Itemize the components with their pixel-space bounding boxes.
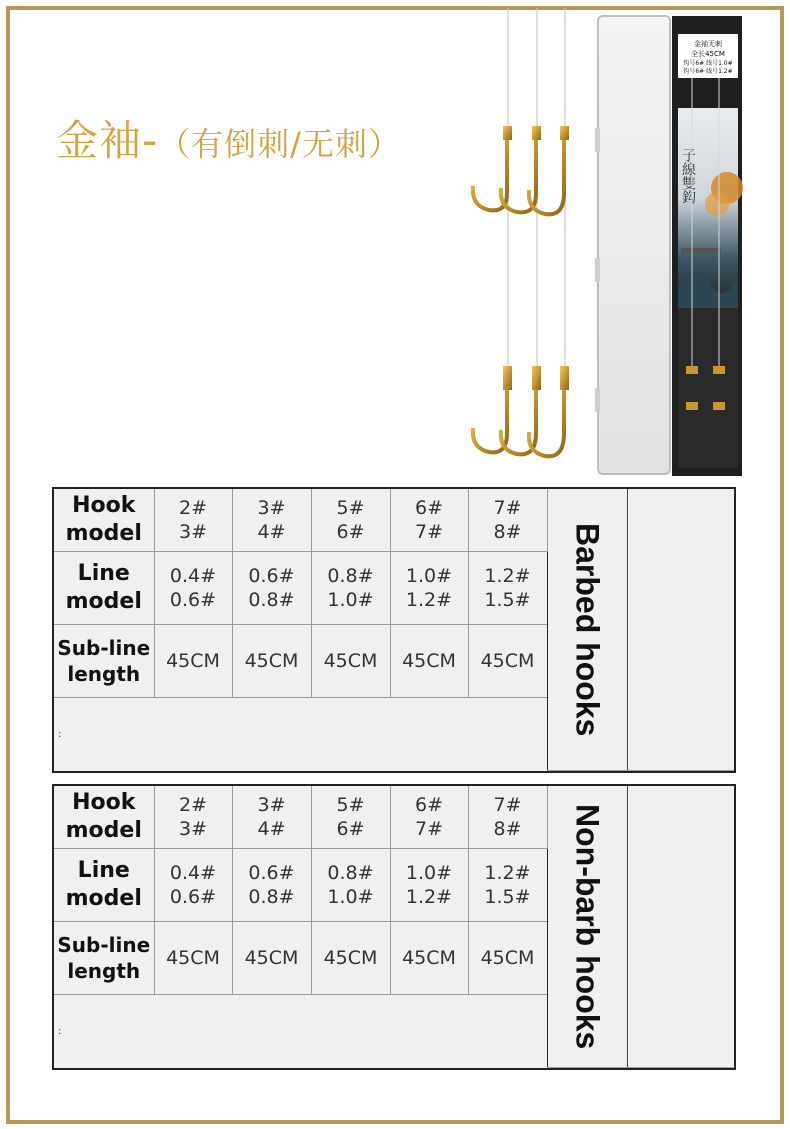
line-cell: 1.2# 1.5#	[468, 551, 547, 624]
title-sub: （有倒刺/无刺）	[158, 125, 401, 163]
hook-cell: 3# 4#	[232, 786, 311, 848]
hook-cell: 7# 8#	[468, 489, 547, 551]
clear-case-shape	[598, 16, 670, 474]
row-label-hook-model: Hook model	[54, 489, 154, 551]
lower-hook-set	[473, 366, 569, 456]
length-cell: 45CM	[232, 921, 311, 994]
package-label-1: 金袖无刺	[694, 40, 722, 48]
side-label-barbed: Barbed hooks	[569, 522, 606, 737]
line-cell: 1.0# 1.2#	[390, 848, 468, 921]
line-cell: 0.6# 0.8#	[232, 848, 311, 921]
line-cell: 0.8# 1.0#	[311, 848, 390, 921]
line-cell: 1.0# 1.2#	[390, 551, 468, 624]
length-cell: 45CM	[232, 624, 311, 697]
length-cell: 45CM	[311, 624, 390, 697]
package-label-2: 全长45CM	[691, 50, 725, 58]
length-cell: 45CM	[311, 921, 390, 994]
row-label-line-model: Line model	[54, 551, 154, 624]
package-calligraphy: 子線雙鈎	[680, 148, 696, 204]
length-cell: 45CM	[154, 921, 232, 994]
line-cell: 0.8# 1.0#	[311, 551, 390, 624]
product-image	[455, 8, 755, 478]
upper-hook-set	[473, 126, 569, 214]
title-main: 金袖-	[56, 116, 159, 165]
hook-cell: 2# 3#	[154, 786, 232, 848]
length-cell: 45CM	[390, 921, 468, 994]
line-cell: 0.6# 0.8#	[232, 551, 311, 624]
side-label-cell	[547, 489, 627, 771]
blank-column	[627, 786, 734, 1068]
length-cell: 45CM	[154, 624, 232, 697]
spec-table-barbed	[52, 487, 736, 773]
hook-cell: 6# 7#	[390, 786, 468, 848]
side-label-cell	[547, 786, 627, 1068]
length-cell: 45CM	[468, 921, 547, 994]
package-label-4: 钩号6# 线号1.2#	[683, 68, 733, 75]
spec-table-nonbarb	[52, 784, 736, 1070]
side-label-nonbarb: Non-barb hooks	[569, 803, 606, 1050]
line-cell: 0.4# 0.6#	[154, 551, 232, 624]
page-title	[56, 108, 401, 168]
length-cell: 45CM	[390, 624, 468, 697]
length-cell: 45CM	[468, 624, 547, 697]
hook-cell: 5# 6#	[311, 489, 390, 551]
empty-row-mark: :	[54, 994, 547, 1068]
hook-cell: 3# 4#	[232, 489, 311, 551]
hook-cell: 7# 8#	[468, 786, 547, 848]
row-label-hook-model: Hook model	[54, 786, 154, 848]
hook-cell: 6# 7#	[390, 489, 468, 551]
line-cell: 1.2# 1.5#	[468, 848, 547, 921]
row-label-line-model: Line model	[54, 848, 154, 921]
package-label-3: 钩号6# 线号1.0#	[683, 60, 733, 67]
row-label-subline-length: Sub-line length	[54, 921, 154, 994]
line-cell: 0.4# 0.6#	[154, 848, 232, 921]
blank-column	[627, 489, 734, 771]
row-label-subline-length: Sub-line length	[54, 624, 154, 697]
hook-cell: 2# 3#	[154, 489, 232, 551]
hook-cell: 5# 6#	[311, 786, 390, 848]
empty-row-mark: :	[54, 697, 547, 771]
